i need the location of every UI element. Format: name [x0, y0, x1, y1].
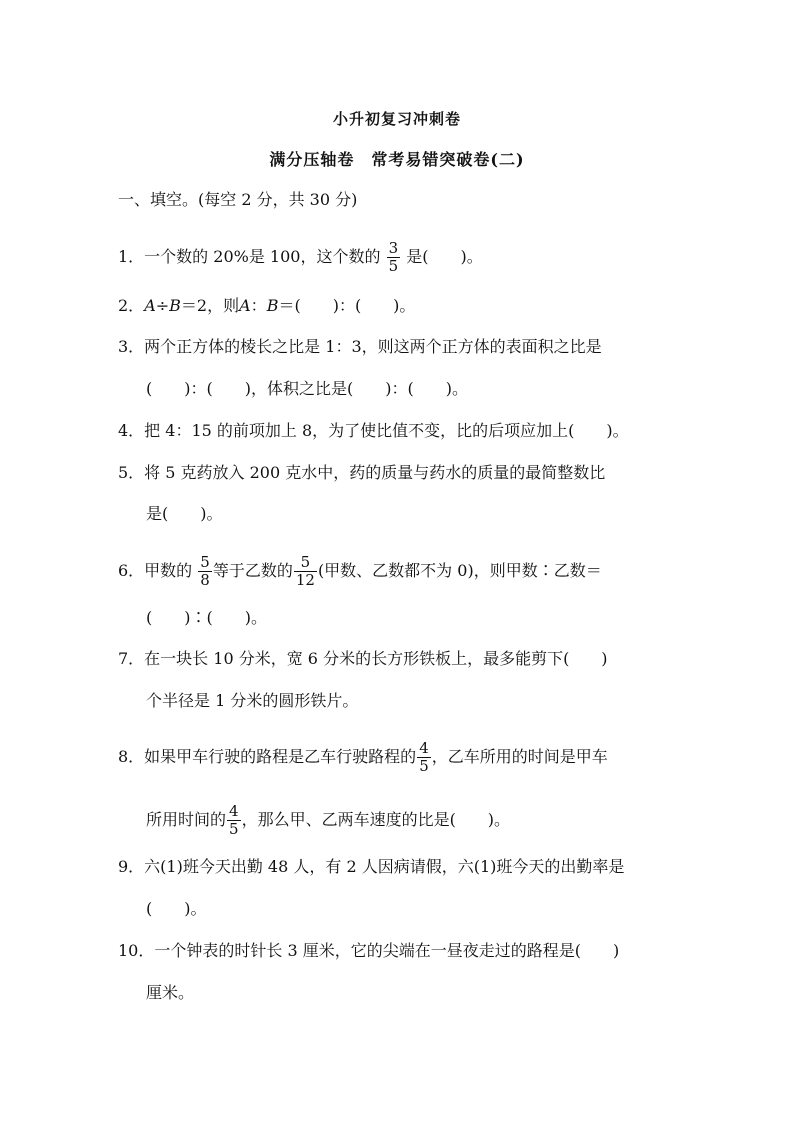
exam-title: 小升初复习冲刺卷 [332, 110, 461, 128]
q2-var-a2: A [239, 296, 251, 315]
question-8-line-1 [118, 740, 608, 775]
q8-frac2-num: 4 [229, 802, 239, 820]
question-5-line-2: 是( )。 [146, 504, 223, 523]
q8-frac1-den: 5 [419, 757, 429, 775]
q8-frac1-num: 4 [419, 739, 429, 757]
q2-text-c: ＝2，则 [180, 296, 240, 315]
q6-frac2-den: 12 [295, 571, 315, 589]
q2-div: ÷ [155, 296, 170, 315]
section-heading: 一、填空。(每空 2 分，共 30 分) [118, 190, 358, 209]
q8-fraction-1 [417, 740, 431, 775]
q1-frac-num: 3 [388, 239, 399, 257]
q8-text-b: ，乙车所用的时间是甲车 [431, 747, 608, 766]
q6-text-c: (甲数、乙数都不为 0)，则甲数∶乙数＝ [317, 561, 602, 580]
q1-frac-den: 5 [388, 257, 399, 275]
question-10-line-2: 厘米。 [146, 983, 195, 1002]
question-3-line-1: 3．两个正方体的棱长之比是 1：3，则这两个正方体的表面积之比是 [118, 337, 602, 356]
q2-text-e: ＝( )：( )。 [278, 296, 416, 315]
q6-frac2-num: 5 [294, 554, 317, 572]
q2-var-a: A [144, 296, 156, 315]
q2-number: 2． [118, 296, 145, 315]
question-3-line-2: ( )：( )，体积之比是( )：( )。 [146, 379, 468, 398]
q8-text-a: 8．如果甲车行驶的路程是乙车行驶路程的 [118, 747, 417, 766]
q6-fraction-2 [294, 554, 317, 589]
question-8-line-2 [146, 803, 510, 838]
q6-text-b: 等于乙数的 [212, 561, 293, 580]
question-6-line-2: ( )∶( )。 [146, 608, 267, 627]
question-6-line-1 [118, 554, 602, 589]
q2-colon: ： [250, 296, 267, 315]
q8-text-c: 所用时间的 [146, 810, 227, 829]
question-2 [118, 296, 415, 316]
question-10-line-1: 10．一个钟表的时针长 3 厘米，它的尖端在一昼夜走过的路程是( ) [118, 941, 620, 960]
q8-text-d: ，那么甲、乙两车速度的比是( )。 [241, 810, 511, 829]
question-9-line-2: ( )。 [146, 899, 207, 918]
question-7-line-2: 个半径是 1 分米的圆形铁片。 [146, 691, 359, 710]
q6-frac1-num: 5 [200, 553, 210, 571]
q1-fraction [387, 240, 401, 275]
q6-fraction-1 [198, 554, 212, 589]
q6-text-a: 6．甲数的 [118, 561, 193, 580]
q1-text-b: 是( )。 [406, 247, 483, 266]
q6-frac1-den: 8 [200, 571, 210, 589]
q8-frac2-den: 5 [229, 820, 239, 838]
exam-subtitle: 满分压轴卷 常考易错突破卷(二) [269, 150, 525, 169]
question-7-line-1: 7．在一块长 10 分米，宽 6 分米的长方形铁板上，最多能剪下( ) [118, 649, 608, 668]
question-9-line-1: 9．六(1)班今天出勤 48 人，有 2 人因病请假，六(1)班今天的出勤率是 [118, 857, 625, 876]
q2-var-b2: B [266, 296, 279, 315]
q1-text-a: 1．一个数的 20%是 100，这个数的 [118, 247, 381, 266]
q2-var-b: B [169, 296, 181, 315]
question-4: 4．把 4：15 的前项加上 8，为了使比值不变，比的后项应加上( )。 [118, 421, 629, 440]
q8-fraction-2 [227, 803, 241, 838]
question-5-line-1: 5．将 5 克药放入 200 克水中，药的质量与药水的质量的最简整数比 [118, 463, 606, 482]
question-1 [118, 240, 483, 275]
